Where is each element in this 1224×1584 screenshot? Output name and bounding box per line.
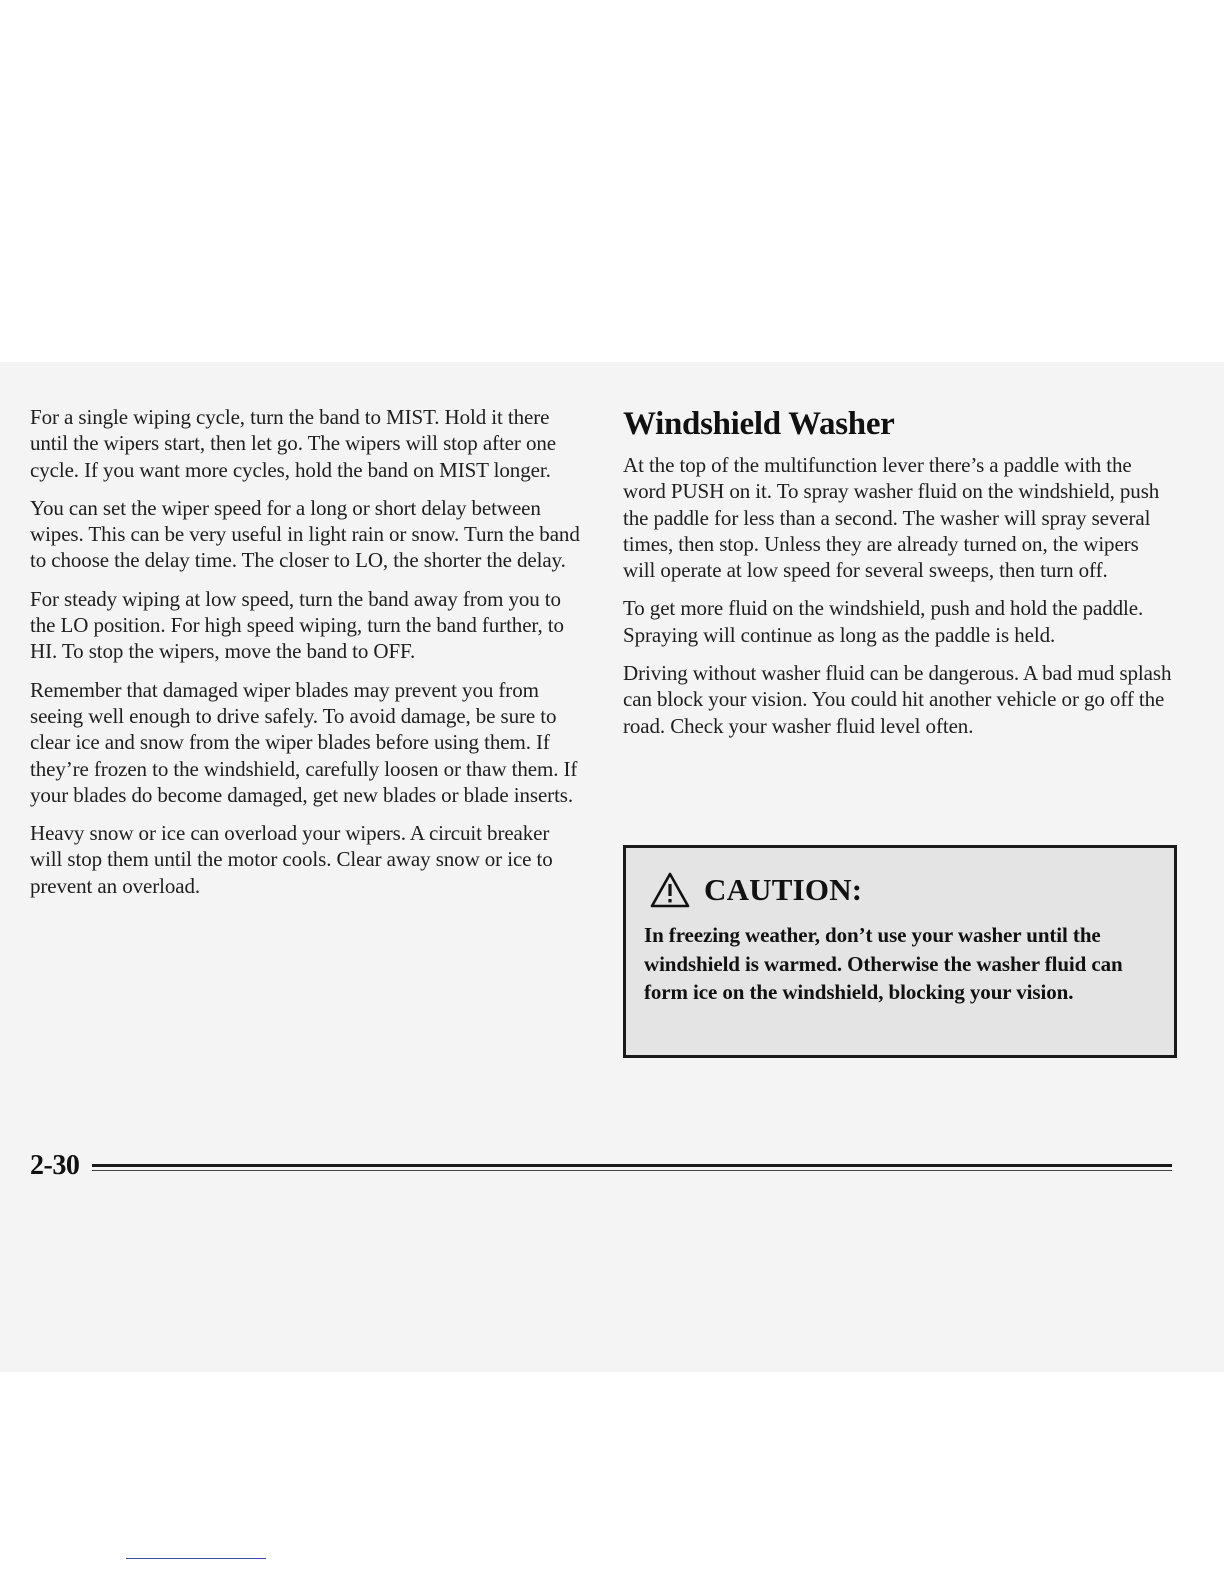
page-number: 2-30 bbox=[30, 1150, 80, 1181]
paragraph-mist-cycle: For a single wiping cycle, turn the band to MIST. Hold it there until the wipers start, then let go. The wipers will stop after one cycle. If you want more cycles, hold the band on MIST longer. bbox=[30, 405, 556, 482]
bottom-link-underline bbox=[126, 1558, 266, 1559]
caution-header bbox=[650, 872, 862, 908]
section-title: Windshield Washer bbox=[623, 406, 895, 442]
caution-text: In freezing weather, don’t use your washer until the windshield is warmed. Otherwise the washer fluid can form ice on the windshield, blocking your vision. bbox=[644, 923, 1123, 1005]
left-column bbox=[30, 404, 586, 911]
caution-box bbox=[623, 845, 1177, 1058]
paragraph-overload: Heavy snow or ice can overload your wipers. A circuit breaker will stop them until the motor cools. Clear away snow or ice to prevent an overload. bbox=[30, 821, 553, 898]
paragraph-no-fluid-danger: Driving without washer fluid can be dangerous. A bad mud splash can block your vision. You could hit another vehicle or go off the road. Check your washer fluid level often. bbox=[623, 661, 1172, 738]
footer-rule-thin bbox=[92, 1170, 1172, 1171]
page-footer bbox=[30, 1150, 1172, 1186]
warning-triangle-icon bbox=[650, 872, 690, 908]
right-column bbox=[623, 404, 1175, 751]
paragraph-steady-wiping: For steady wiping at low speed, turn the band away from you to the LO position. For high speed wiping, turn the band further, to HI. To stop the wipers, move the band to OFF. bbox=[30, 586, 564, 664]
paragraph-delay: You can set the wiper speed for a long or short delay between wipes. This can be very useful in light rain or snow. Turn the band to choose the delay time. The closer to LO, the shorter the delay. bbox=[30, 495, 580, 573]
paragraph-washer-paddle: At the top of the multifunction lever there’s a paddle with the word PUSH on it. To spray washer fluid on the windshield, push the paddle for less than a second. The washer will spray several times, then stop. Unless they are already turned on, the wipers will operate at low speed for several sweeps, then turn off. bbox=[623, 453, 1160, 583]
paragraph-more-fluid: To get more fluid on the windshield, push and hold the paddle. Spraying will continue as long as the paddle is held. bbox=[623, 596, 1144, 647]
paragraph-damaged-blades: Remember that damaged wiper blades may prevent you from seeing well enough to drive safely. To avoid damage, be sure to clear ice and snow from the wiper blades before using them. If they’re frozen to the windshield, carefully loosen or thaw them. If your blades do become damaged, get new blades or blade inserts. bbox=[30, 677, 578, 807]
caution-title: CAUTION: bbox=[704, 872, 863, 907]
footer-rule bbox=[92, 1164, 1172, 1167]
